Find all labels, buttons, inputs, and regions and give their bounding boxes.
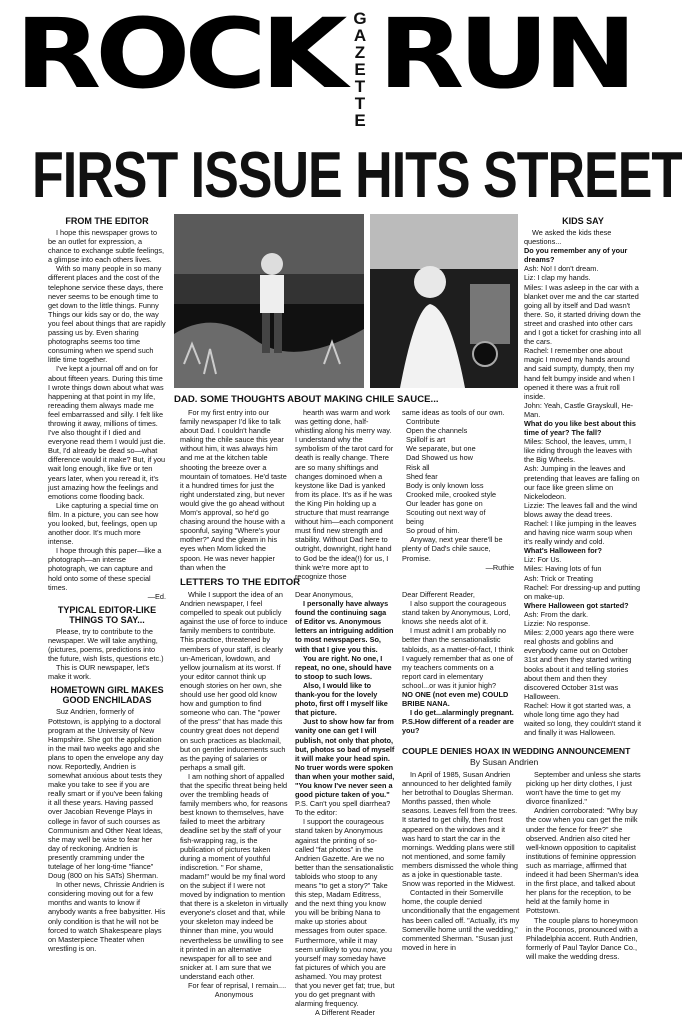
masthead-rock: ROCK — [15, 0, 342, 111]
hometown-paragraph: Suz Andrien, formerly of Pottstown, is applying to a doctoral program at the University of New Hampshire. She got the application in the mail two weeks ago and she plans to open the envelope any day now. Reportedly, Andrien is somewhat anxious about tests they make you take to see if you are really smart or if you've been faking it all these years. Having passed over Jacobian Revenge Plays in college in favor of such courses as Communism and Other Neat Ideas, she may well be wise to fear her day of reckoning. Andrien is presently cramming under the tutelage of her long-time "fiance" Doug (800 on his SATs) Sherman. — [48, 707, 164, 881]
poem-line: Scouting out next way of — [406, 508, 486, 518]
poem-line: Open the channels — [406, 426, 468, 436]
letter-paragraph: For fear of reprisal, I remain.... — [188, 981, 287, 991]
couple-byline: By Susan Andrien — [470, 757, 539, 767]
poem-line: Risk all — [406, 462, 430, 472]
masthead-gazette — [350, 10, 370, 129]
gazette-letter: E — [354, 111, 366, 130]
kids-answers: Miles: School, the leaves, umm, I like riding through the leaves with the Big Wheels. Ash: Jumping in the leaves and pretending that leaves are falling on our face like green slime on Nickelodeon. Lizzie: The leaves fall and the wind blows away the dead trees. Rachel: I like jumping in the leaves and having nice warm soup when it's really windy and cold. — [524, 437, 640, 547]
editor-paragraph: I've kept a journal off and on for about fifteen years. During this time I wrote things down about what was happening at that point in my life, rereading them always made me feel embarrassed and silly. I felt like throwing it away, millions of times. I've also thought if I died and everyone read them I would just die. But, I'd already be dead so—what difference would it make? But, if you wait long enough, like five or ten years later, when you reread it, it's just amazing how the feelings and emotions come flooding back. — [48, 364, 166, 501]
photo-dad-garden-image — [174, 214, 364, 388]
couple-paragraph: Andrien corroborated: "Why buy the cow when you can get the milk under the fence for free?" she observed. Andrien also cited her well-known opposition to capitalist institutions of feminine oppression such as marriage, affirmed that indeed it had been Sherman's idea in the first place, and talked about her plans for the reception, to be held at the family home in Pottstown. — [526, 806, 639, 916]
letters-title: LETTERS TO THE EDITOR — [180, 577, 301, 588]
letter-paragraph: I personally have always found the continuing saga of Editor vs. Anonymous letters an intriguing addition to most newspapers. So, with that I give you this. — [295, 599, 394, 654]
photo-dad-truck-image — [370, 214, 518, 388]
column-kids-say — [524, 214, 642, 754]
poem-line: Body is only known loss — [406, 480, 484, 490]
couple-column-1 — [402, 770, 520, 1010]
kids-answers: Ash: From the dark. Lizzie: No response. Miles: 2,000 years ago there were real ghosts and goblins and everybody came out on October 31st and then they started writing books about it and telling stories about them and then they discovered October 31st was Halloween. Rachel: How it got started was, a whole long time ago they had waited so long, they couldn't stand it and finally it was Halloween. — [524, 609, 641, 738]
poem-line: Contribute — [406, 417, 440, 427]
editor-title: FROM THE EDITOR — [65, 216, 149, 226]
letters-column-2 — [295, 590, 395, 1018]
letter-paragraph: You are right. No one, I repeat, no one, should have to stoop to such lows. — [295, 653, 392, 681]
gazette-letter: E — [354, 60, 366, 79]
couple-column-2 — [526, 770, 644, 1010]
poem-line: Dad Showed us how — [406, 453, 473, 463]
dad-column-3 — [402, 408, 514, 572]
dad-signature: —Ruthie — [485, 562, 514, 572]
couple-title: COUPLE DENIES HOAX IN WEDDING ANNOUNCEMENT — [402, 746, 631, 756]
typical-paragraph: This is OUR newspaper, let's make it work. — [48, 663, 150, 682]
letter-postscript: P.S.How different of a reader are you? — [402, 717, 514, 736]
letter-paragraph: I am nothing short of appalled that the specific threat being held over the trembling heads of family members who, for reasons best known to themselves, have failed to meet the arbitrary deadline set by the staff of your fish-wrapping rag, is the publication of pictures taken during a moment of youthful indiscretion. " For shame, madam!" would be my final word on the subject if I were not moved by indignation to mention that there is a skeleton in virtually everyone's closet and that, while your skeleton may indeed be thinner than mine, you would nevertheless be unwilling to see it printed in an alternative newspaper for all to see and snicker at. I am sure that we understand each other. — [180, 771, 288, 981]
poem-line: Crooked mile, crooked style — [406, 489, 497, 499]
dad-poem — [402, 417, 514, 535]
editor-paragraph: Like capturing a special time on film. In a picture, you can see how you looked, but, feelings, open up another door. It's much more intense. — [48, 500, 159, 547]
kids-intro: We asked the kids these questions... — [524, 228, 612, 247]
letter-signature: A Different Reader — [315, 1008, 375, 1018]
page-headline: FIRST ISSUE HITS STREET — [32, 139, 682, 212]
gazette-letter: Z — [354, 43, 366, 62]
letter-postscript: P.S. Can't you spell diarrhea? — [295, 799, 391, 809]
poem-line: We separate, but one — [406, 444, 476, 454]
kids-question: Do you remember any of your dreams? — [524, 246, 628, 265]
couple-paragraph: Contacted in their Somerville home, the couple denied unconditionally that the engagement has been called off. "Actually, it's my Somerville home until the wedding," commented Sherman. "Susan just moved in here in — [402, 888, 520, 952]
kids-question: Where Halloween got started? — [524, 600, 629, 610]
poem-line: Spillolf is art — [406, 435, 446, 445]
letters-column-3 — [402, 590, 514, 740]
letter-paragraph: While I support the idea of an Andrien newspaper, I feel compelled to speak out publicly against the use of force to induce family members to contribute. This practice, threatened by members of your staff, is clearly un-American, lowdown, and yellow journalism at its worst. If your editor cannot think up enough stories on her own, she should use her good old know how and gumption to find someone who can. The "power of the press" that has made this country great does not depend on such practices as blackmail, but on gentler inducements such as the paying of salaries or perhaps a small gift. — [180, 590, 288, 772]
kids-answers: Liz: For Us. Miles: Having lots of fun Ash: Trick or Treating Rachel: For dressing-up and putting on make-up. — [524, 555, 641, 601]
gazette-letter: T — [354, 94, 366, 113]
letters-column-1 — [180, 590, 288, 1005]
poem-line: So proud of him. — [406, 526, 460, 536]
kids-answers: Ash: No! I don't dream. Liz: I clap my hands. Miles: I was asleep in the car with a blanket over me and the car started going all by itself and Dad wasn't there. So, it started driving down the street and crashed into other cars and I got a ticket for crashing into all the cars. Rachel: I remember one about magic I moved my hands around and said sumpty, dumpty, then my hand felt bumpy inside and when I opened it there was a fruit roll inside. John: Yeah, Castle Grayskull, He-Man. — [524, 264, 641, 419]
gazette-letter: G — [353, 9, 367, 28]
dad-paragraph: same ideas as tools of our own. — [402, 408, 505, 417]
dad-paragraph: hearth was warm and work was getting done, half-whistling along his merry way. I understand why the symbolism of the tarot card for death is really change. There are so many shiftings and changes dominoed when a keystone like Dad is yanked from its place. It's as if he was the King Pin holding up a structure that must rearrange without him—each component must find new strength and stability. Without Dad here to outright, downright, right hand to God be the idea(!) for us, I think we're more apt to recognize those — [295, 408, 394, 581]
couple-paragraph: The couple plans to honeymoon in the Poconos, pronounced with a Philadelphia accent. Ruth Andrien, formerly of Paul Taylor Dance Co., will make the wedding dress. — [526, 915, 638, 961]
letter-paragraph: I support the courageous stand taken by Anonymous against the printing of so-called "fat photos" in the Andrien Gazette. Are we no better than the sensationalistic tabloids who stoop to any means "to get a story?" Take this step, Madam Editress, and the next thing you know you will be bribing Nana to make up stories about messages from outer space. Furthermore, while it may seem unlikely to you now, you yourself may someday have fat pictures of which you are ashamed. You may protest that you never get fat; true, but you do get pregnant with alarming frequency. — [295, 817, 395, 1009]
typical-title: TYPICAL EDITOR-LIKE THINGS TO SAY... — [57, 604, 157, 625]
editor-paragraph: With so many people in so many different places and the cost of the telephone service these days, there never seems to be enough time to get down to the little things. Funny Things our kids say or do, the way you feel about things that are rapidly passing us by. Even sharing photographs seems too time consuming when we spend such little time together. — [48, 264, 166, 365]
photo-dad-garden — [174, 214, 364, 388]
editor-signature: —Ed. — [147, 591, 166, 601]
kids-question: What do you like best about this time of year? The fall? — [524, 418, 636, 438]
letter-signature: Anonymous — [214, 990, 254, 1000]
editor-paragraph: I hope through this paper—like a photograph—an intense photograph, we can capture and hold onto some of these special times. — [48, 546, 162, 592]
photo-dad-truck — [370, 214, 518, 388]
hometown-paragraph: In other news, Chrissie Andrien is considering moving out for a few months and wants to know if anybody wants a free babysitter. His only condition is that he will not be forced to watch Shakespeare plays on Masterpiece Theater when wrestling is on. — [48, 880, 166, 953]
letter-salutation: Dear Anonymous, — [295, 590, 354, 599]
letter-salutation: To the editor: — [295, 808, 338, 818]
dad-column-1 — [180, 408, 288, 572]
poem-line: Shed fear — [406, 471, 438, 481]
letter-paragraph: I do get...alarmingly pregnant. — [410, 708, 514, 718]
kids-title: KIDS SAY — [562, 216, 604, 226]
gazette-letter: T — [354, 77, 366, 96]
poem-line: Our leader has gone on — [406, 498, 483, 508]
letter-paragraph: Also, I would like to thank-you for the lovely photo, first off I myself like that picture. — [295, 680, 388, 718]
editor-paragraph: I hope this newspaper grows to be an outlet for expression, a chance to exchange subtle feelings, a glimpse into each others lives. — [48, 228, 165, 265]
couple-paragraph: September and unless she starts picking up her dirty clothes, I just won't have the time to get my divorce finanlized." — [526, 770, 641, 807]
dad-paragraph: For my first entry into our family newspaper I'd like to talk about Dad. I couldn't handle making the chile sauce this year without him, it was always him and me at the kitchen table shooting the breeze over a mountain of tomatoes. He'd taste it a hundred times for just the right understated zing, but never would give the go ahead without Mom's approval, so he'd go chasing around the house with a spoonful, saying "Where's your mother?" And the gleam in his eyes when Mom licked the spoon. He was never happier than when the — [180, 408, 287, 572]
letter-paragraph: I also support the courageous stand taken by Anonymous, Lord, knows she needs alot of it. — [402, 599, 511, 627]
letter-salutation: Dear Different Reader, — [402, 590, 475, 599]
kids-question: What's Halloween for? — [524, 546, 602, 556]
hometown-title: HOMETOWN GIRL MAKES GOOD ENCHILADAS — [50, 685, 164, 706]
poem-line: being — [406, 517, 424, 527]
dad-column-2 — [295, 408, 395, 581]
typical-paragraph: Please, try to contribute to the newspaper. We will take anything, (pictures, poems, predictions into the future, wish lists, questions etc.) — [48, 626, 164, 664]
letter-paragraph: I must admit I am probably no better than the sensationalistic tabloids, as a matter-of-fact, I think I vaguely remember that as one of my teachers comments on a report card in elementary school...or was it junior high? — [402, 626, 514, 690]
dad-paragraph: Anyway, next year there'll be plenty of Dad's chile sauce, Promise. — [402, 535, 503, 563]
masthead-run: RUN — [378, 0, 631, 111]
column-editor — [48, 214, 166, 1004]
dad-title: DAD. SOME THOUGHTS ABOUT MAKING CHILE SAUCE... — [174, 394, 439, 405]
letter-paragraph: Just to show how far from vanity one can get I will publish, not only that photo, but, photos so bad of myself it will make your head spin. No truer words were spoken than when your mother said, "You know I've never seen a good picture taken of you." — [295, 717, 395, 800]
gazette-letter: A — [353, 26, 367, 45]
couple-paragraph: In April of 1985, Susan Andrien announced to her delighted family her betrothal to Douglas Sherman. Months passed, then whole seasons. Leaves fell from the trees. It started to get chilly, then frost appeared on the windows and it was hard to start the car in the mornings. Wedding plans were still not mentioned, and some family members dismissed the whole thing as a joke in questionable taste. Snow was reported in the Midwest. — [402, 770, 518, 889]
letter-paragraph: NO ONE (not even me) COULD BRIBE NANA. — [402, 690, 509, 709]
